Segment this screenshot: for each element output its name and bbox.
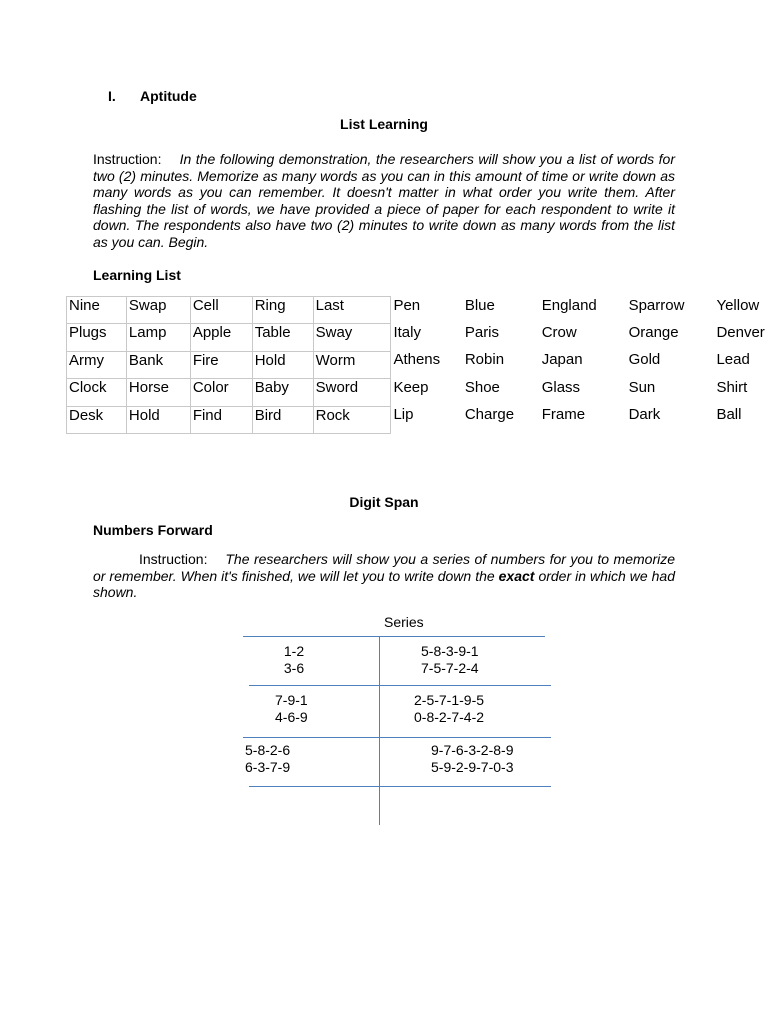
word-cell: Ball — [716, 406, 742, 424]
word-cell: Gold — [628, 351, 661, 369]
word-cell: Italy — [393, 323, 421, 341]
word-cell: Fire — [190, 351, 252, 378]
word-cell: Ring — [252, 297, 313, 324]
learning-list-row — [67, 406, 768, 433]
word-cell: Orange — [628, 323, 679, 341]
word-cell: Worm — [313, 351, 391, 378]
section-number: I. — [108, 88, 116, 104]
series-column-divider — [379, 636, 380, 825]
word-cell: Horse — [126, 379, 190, 406]
series-left-cell: 5-8-2-6 6-3-7-9 — [245, 742, 291, 775]
word-cell: Last — [313, 297, 391, 324]
word-cell: Hold — [252, 351, 313, 378]
word-cell: Rock — [313, 406, 391, 433]
word-cell: Lead — [716, 351, 750, 369]
word-cell: Frame — [541, 406, 586, 424]
word-cell: Bank — [126, 351, 190, 378]
word-cell: Athens — [393, 351, 441, 369]
word-cell: England — [541, 296, 597, 314]
word-cell: Swap — [126, 297, 190, 324]
word-cell: Sun — [628, 378, 656, 396]
series-top-line — [243, 636, 545, 637]
word-cell: Keep — [393, 378, 429, 396]
word-cell: Lip — [393, 406, 414, 424]
word-cell: Yellow — [716, 296, 760, 314]
word-cell: Desk — [67, 406, 127, 433]
learning-list-row — [67, 379, 768, 406]
learning-list-row — [67, 324, 768, 351]
word-cell: Find — [190, 406, 252, 433]
word-cell: Clock — [67, 379, 127, 406]
word-cell: Lamp — [126, 324, 190, 351]
word-cell: Crow — [541, 323, 577, 341]
series-label: Series — [384, 614, 424, 630]
word-cell: Apple — [190, 324, 252, 351]
instruction-emphasis: exact — [498, 567, 535, 584]
series-right-cell: 2-5-7-1-9-5 0-8-2-7-4-2 — [414, 692, 485, 725]
word-cell: Nine — [67, 297, 127, 324]
word-cell: Cell — [190, 297, 252, 324]
word-cell: Sway — [313, 324, 391, 351]
instruction-text-end: order in which we had shown. — [93, 567, 675, 600]
series-divider-line — [243, 737, 551, 738]
learning-list-label: Learning List — [93, 267, 181, 283]
word-cell: Shirt — [716, 378, 748, 396]
word-cell: Paris — [464, 323, 500, 341]
word-cell: Bird — [252, 406, 313, 433]
numbers-forward-instruction — [93, 551, 675, 601]
instruction-label: Instruction: — [139, 551, 208, 567]
word-cell: Dark — [628, 406, 661, 424]
word-cell: Blue — [464, 296, 495, 314]
word-cell: Robin — [464, 351, 505, 369]
digit-span-title: Digit Span — [349, 494, 419, 510]
word-cell: Denver — [716, 323, 765, 341]
instruction-text: In the following demonstration, the researchers will show you a list of words for two (2) minutes. Memorize as many words as you can in this amount of time or write down as many words as you can remember. It doesn't matter in what order you write them. After flashing the list of words, we have provided a piece of paper for each respondent to write it down. The respondents also have two (2) minutes to write down as many words from the list as you can. Begin. — [93, 151, 675, 250]
word-cell: Baby — [252, 379, 313, 406]
series-right-cell: 5-8-3-9-1 7-5-7-2-4 — [421, 643, 479, 676]
section-heading — [108, 88, 197, 104]
instruction-text: The researchers will show you a series of numbers for you to memorize or remember. When it's finished, we will let you to write down the — [93, 551, 676, 584]
word-cell: Shoe — [464, 378, 500, 396]
numbers-forward-label: Numbers Forward — [93, 522, 213, 538]
learning-list-row — [67, 297, 768, 324]
word-cell: Table — [252, 324, 313, 351]
word-cell: Hold — [126, 406, 190, 433]
word-cell: Pen — [393, 296, 421, 314]
learning-list-table — [66, 296, 768, 434]
word-cell: Charge — [464, 406, 515, 424]
instruction-label: Instruction: — [93, 151, 162, 167]
word-cell: Color — [190, 379, 252, 406]
word-cell: Glass — [541, 378, 581, 396]
series-divider-line — [249, 786, 551, 787]
word-cell: Sparrow — [628, 296, 685, 314]
word-cell: Japan — [541, 351, 583, 369]
series-divider-line — [249, 685, 551, 686]
word-cell: Army — [67, 351, 127, 378]
list-learning-instruction — [93, 151, 675, 250]
list-learning-title: List Learning — [340, 116, 428, 132]
series-left-cell: 7-9-1 4-6-9 — [275, 692, 308, 725]
word-cell: Sword — [313, 379, 391, 406]
series-left-cell: 1-2 3-6 — [283, 643, 305, 676]
learning-list-row — [67, 351, 768, 378]
word-cell: Plugs — [67, 324, 127, 351]
series-right-cell: 9-7-6-3-2-8-9 5-9-2-9-7-0-3 — [431, 742, 514, 775]
section-title: Aptitude — [140, 88, 197, 104]
